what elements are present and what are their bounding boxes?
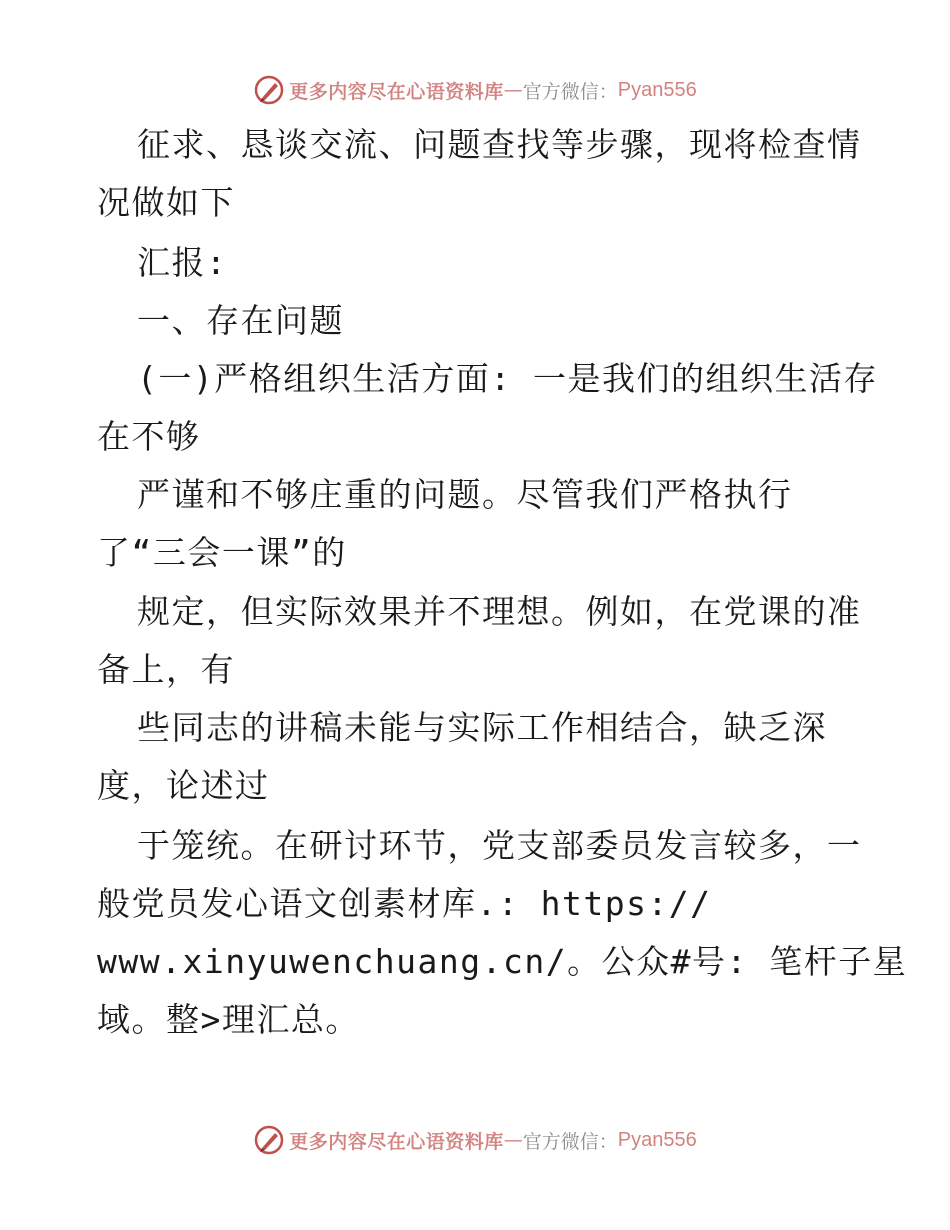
banner-label: 官方微信： [522,1130,618,1153]
body-line: 汇报: [137,243,228,282]
banner-label: 官方微信： [522,80,618,103]
body-line: www.xinyuwenchuang.cn/。公众#号: 笔杆子星 [97,942,908,981]
banner-wechat-id: Pyan556 [617,78,697,101]
body-line: (一)严格组织生活方面: 一是我们的组织生活存 [137,359,878,398]
body-line: 般党员发心语文创素材库.: https:// [97,884,712,923]
body-line: 了“三会一课”的 [97,533,347,572]
body-line: 规定，但实际效果并不理想。例如，在党课的准 [137,592,862,631]
body-line: 一、存在问题 [137,301,344,340]
banner-text: 更多内容尽在心语资料库 [289,1130,504,1153]
body-line: 于笼统。在研讨环节，党支部委员发言较多，一 [137,826,862,865]
body-line: 在不够 [97,417,201,456]
body-line: 度，论述过 [97,766,270,805]
pen-logo-icon [253,74,285,106]
body-line: 严谨和不够庄重的问题。尽管我们严格执行 [137,475,793,514]
pen-logo-icon [253,1124,285,1156]
body-line: 况做如下 [97,183,235,222]
footer-banner [0,1123,950,1157]
header-banner [0,73,950,107]
banner-separator: — [503,1129,523,1151]
body-line: 备上，有 [97,650,235,689]
banner-wechat-id: Pyan556 [617,1128,697,1151]
body-line: 域。整>理汇总。 [97,1000,360,1039]
banner-text: 更多内容尽在心语资料库 [289,80,504,103]
banner-separator: — [503,79,523,101]
body-line: 征求、恳谈交流、问题查找等步骤，现将检查情 [137,125,862,164]
body-line: 些同志的讲稿未能与实际工作相结合，缺乏深 [137,708,827,747]
